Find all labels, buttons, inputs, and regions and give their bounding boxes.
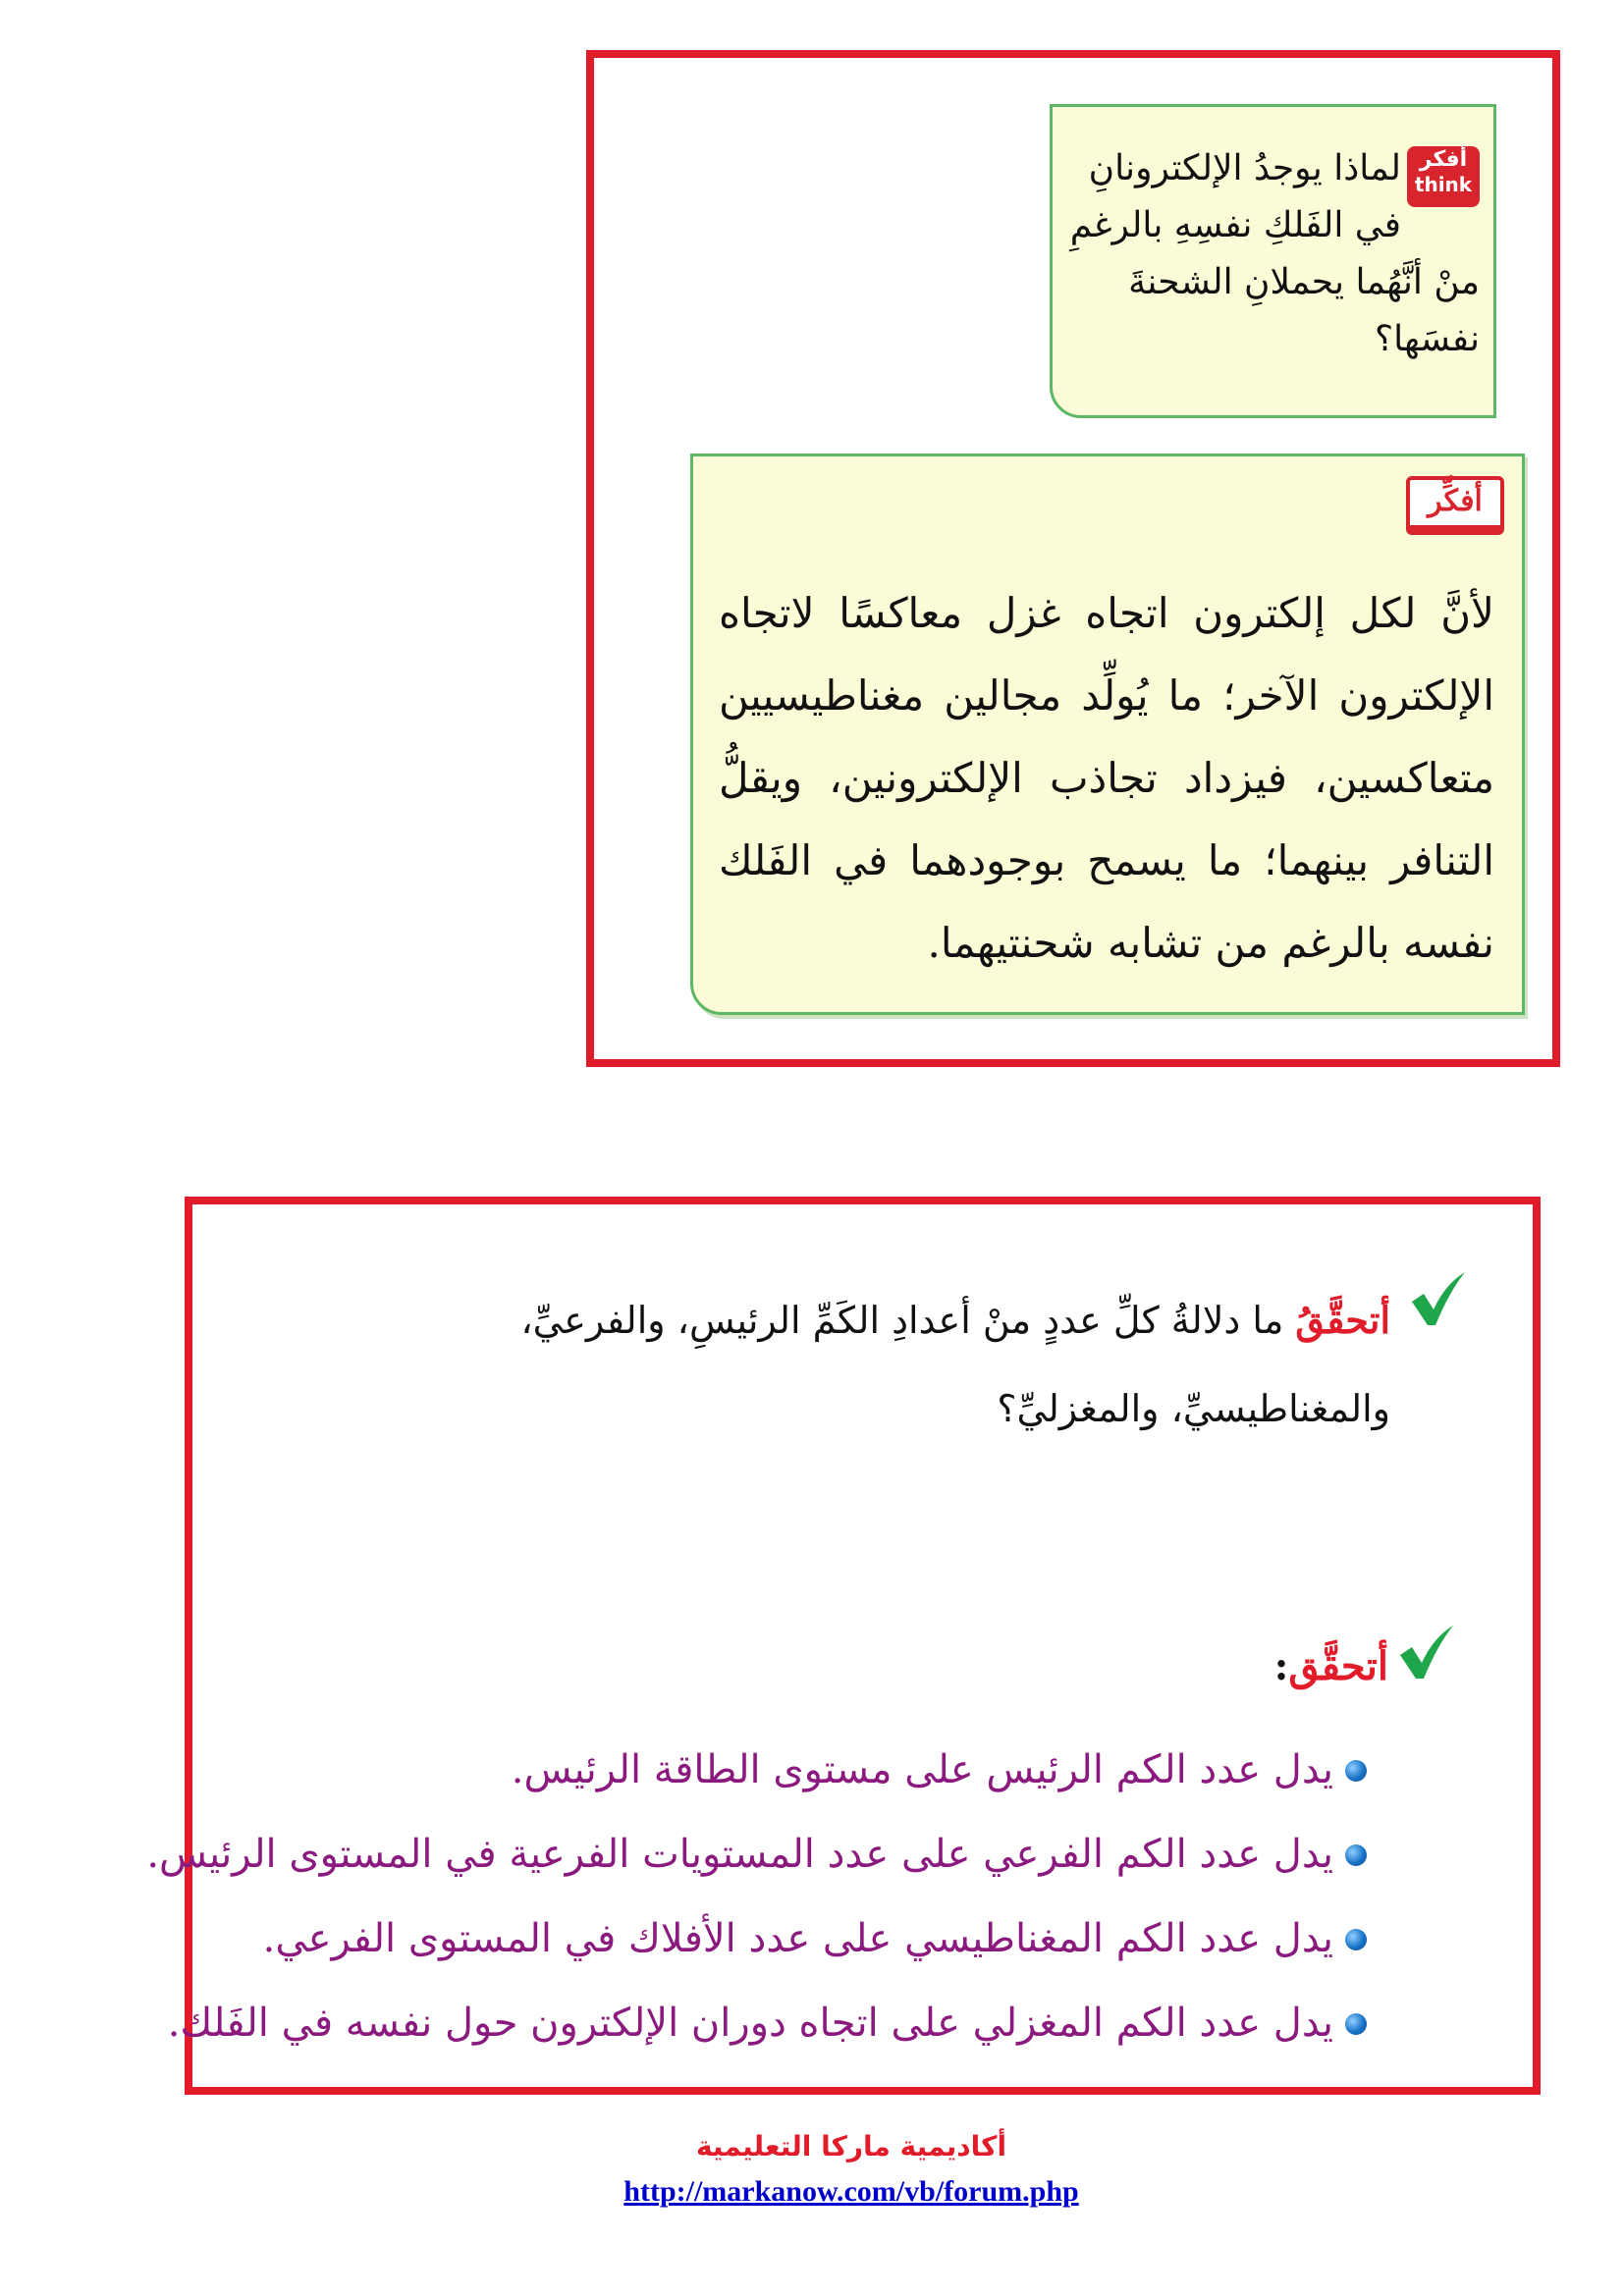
checkmark-icon <box>1394 1622 1457 1684</box>
check-answer-colon: : <box>1273 1643 1289 1689</box>
list-item-text: يدل عدد الكم الفرعي على عدد المستويات الفرعية في المستوى الرئيس. <box>146 1832 1333 1877</box>
checkmark-icon <box>1406 1268 1469 1331</box>
think-badge-ar: أفكر <box>1419 147 1468 172</box>
check-question-lead: أتحقَّقُ <box>1295 1298 1390 1342</box>
think-question-box <box>1050 104 1496 418</box>
check-answer-title <box>1274 1639 1388 1694</box>
check-question <box>330 1276 1390 1453</box>
list-item-text: يدل عدد الكم المغزلي على اتجاه دوران الإلكترون حول نفسه في الفَلك. <box>167 2001 1333 2046</box>
list-item <box>247 1896 1367 1981</box>
footer-forum-link[interactable]: http://markanow.com/vb/forum.php <box>623 2175 1079 2208</box>
afkar-badge-icon: أفكِّر <box>1406 476 1504 535</box>
footer-academy-name: أكاديمية ماركا التعليمية <box>695 2130 1007 2163</box>
think-answer-text: لأنَّ لكل إلكترون اتجاه غزل معاكسًا لاتجاه الإلكترون الآخر؛ ما يُولِّد مجالين مغناطيسيين متعاكسين، فيزداد تجاذب الإلكترونين، ويقلُّ التنافر بينهما؛ ما يسمح بوجودهما في الفَلك نفسه بالرغم من تشابه شحنتيهما. <box>719 589 1494 967</box>
think-question-text: لماذا يوجدُ الإلكترونانِ في الفَلكِ نفسِهِ بالرغمِ منْ أنَّهُما يحملانِ الشحنةَ نفسَها؟ <box>1069 148 1480 359</box>
think-question-text-wrap <box>1057 140 1480 368</box>
bullet-dot-icon <box>1345 2013 1367 2035</box>
list-item-text: يدل عدد الكم الرئيس على مستوى الطاقة الرئيس. <box>511 1747 1333 1792</box>
check-answer-list <box>146 1728 1367 2065</box>
list-item <box>146 1812 1367 1896</box>
think-answer-box <box>690 454 1525 1015</box>
list-item-text: يدل عدد الكم المغناطيسي على عدد الأفلاك في المستوى الفرعي. <box>262 1916 1333 1961</box>
list-item <box>167 1981 1367 2065</box>
list-item <box>247 1728 1367 1812</box>
think-badge-en: think <box>1414 173 1473 196</box>
bullet-dot-icon <box>1345 1760 1367 1782</box>
bullet-dot-icon <box>1345 1929 1367 1950</box>
bullet-dot-icon <box>1345 1844 1367 1866</box>
check-question-text: ما دلالةُ كلِّ عددٍ منْ أعدادِ الكَمِّ الرئيسِ، والفرعيِّ، والمغناطيسيِّ، والمغزليِّ؟ <box>520 1299 1390 1430</box>
think-badge-icon <box>1407 146 1480 207</box>
check-answer-lead: أتحقَّق <box>1288 1643 1388 1689</box>
